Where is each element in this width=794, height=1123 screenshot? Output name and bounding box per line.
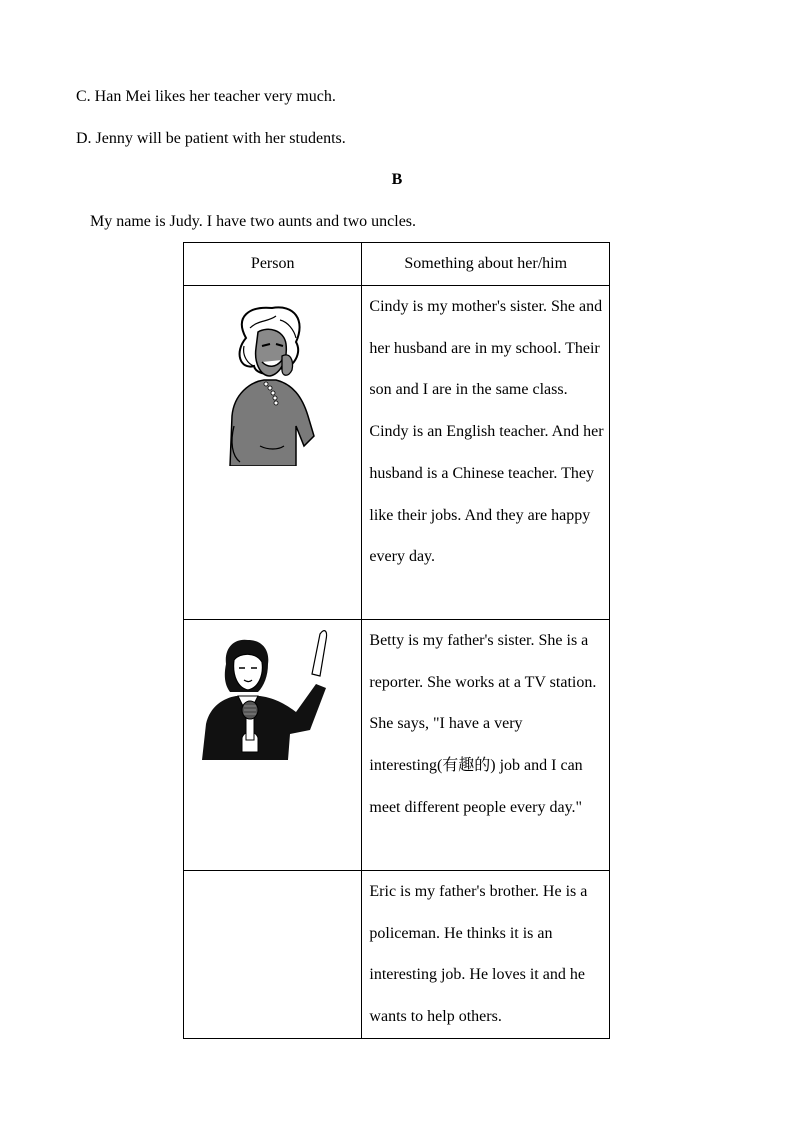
section-heading: B — [391, 171, 403, 188]
about-cell — [362, 871, 610, 1039]
person-cell — [184, 620, 362, 871]
header-about: Something about her/him — [362, 243, 610, 286]
option-d: D. Jenny will be patient with her students. — [76, 130, 346, 147]
reporter-cartoon-icon — [184, 620, 360, 770]
table-header-row — [184, 243, 610, 286]
about-cell — [362, 286, 610, 620]
betty-description: Betty is my father's sister. She is a reporter. She works at a TV station. She says, "I have a very interesting(有趣的) job and I can meet different people every day." — [369, 632, 597, 816]
passage-intro: My name is Judy. I have two aunts and two uncles. — [90, 213, 417, 230]
relatives-table — [183, 242, 610, 1039]
person-cell — [184, 286, 362, 620]
table-row — [184, 286, 610, 620]
table-row — [184, 871, 610, 1039]
eric-description: Eric is my father's brother. He is a policeman. He thinks it is an interesting job. He loves it and he wants to help others. — [369, 883, 588, 1026]
header-person: Person — [184, 243, 362, 286]
woman-cartoon-icon — [184, 286, 360, 466]
option-c: C. Han Mei likes her teacher very much. — [76, 88, 336, 105]
cindy-description: Cindy is my mother's sister. She and her husband are in my school. Their son and I are in the same class. Cindy is an English teacher. And her husband is a Chinese teacher. They like their jobs. And they are happy every day. — [369, 298, 604, 566]
about-cell — [362, 620, 610, 871]
person-cell — [184, 871, 362, 1039]
table-row — [184, 620, 610, 871]
